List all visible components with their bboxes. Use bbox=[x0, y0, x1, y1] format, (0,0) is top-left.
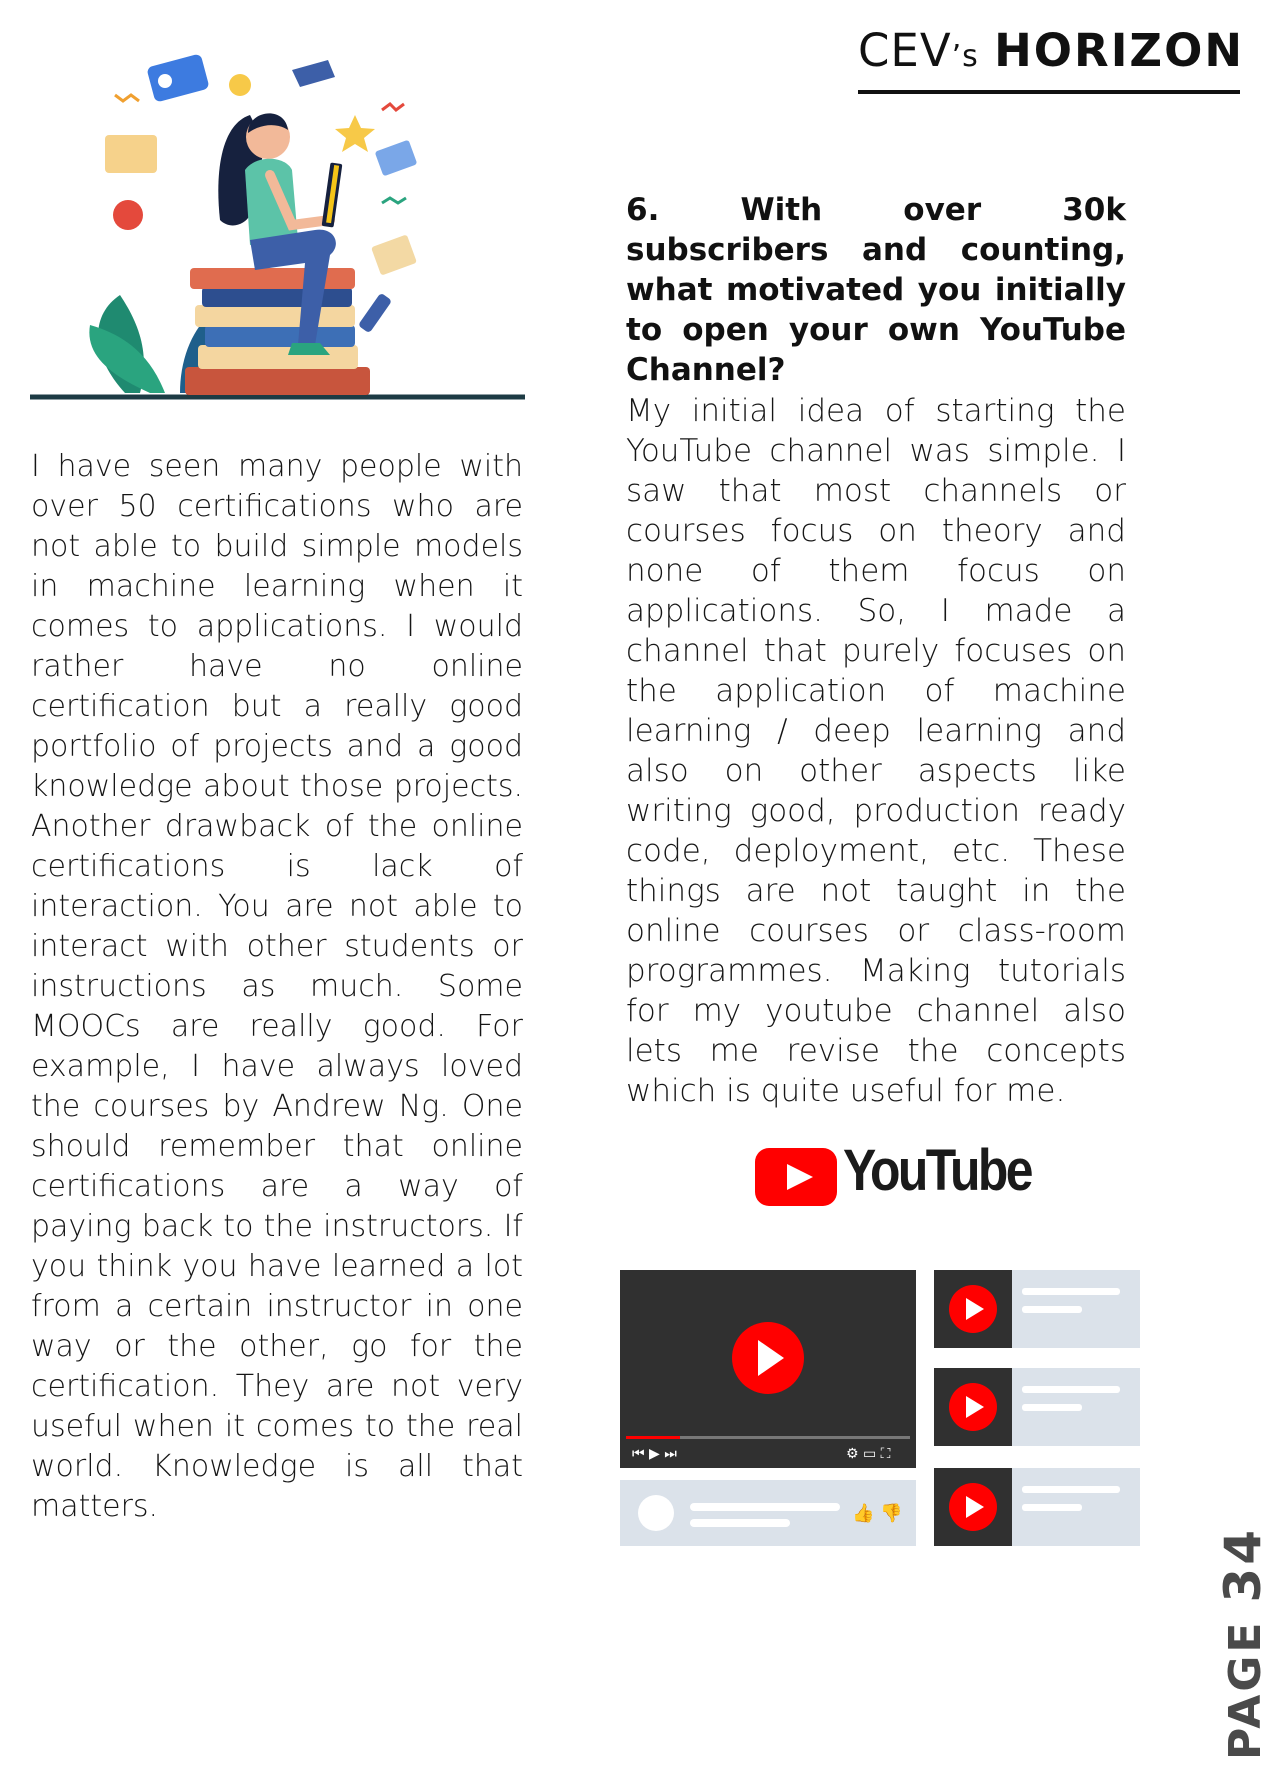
folder-icon bbox=[105, 135, 157, 173]
book-icon bbox=[205, 325, 355, 347]
youtube-wordmark: YouTube bbox=[843, 1138, 1031, 1203]
squiggle-icon bbox=[382, 198, 406, 203]
masthead bbox=[858, 20, 1244, 94]
left-column-paragraph: I have seen many people with over 50 certifications who are not able to build simple models in machine learning when it comes to applications. I would rather have no online certification but a really good portfolio of projects and a good knowledge about those projects. Another drawback of the online certifications is lack of interaction. You are not able to interact with other students or instructions as much. Some MOOCs are really good. For example, I have always loved the courses by Andrew Ng. One should remember that online certifications are a way of paying back to the instructors. If you think you have learned a lot from a certain instructor in one way or the other, go for the certification. They are not very useful when it comes to the real world. Knowledge is all that matters. bbox=[31, 449, 523, 1524]
brand-horizon: HORIZON bbox=[994, 24, 1244, 77]
player-controls-icons: ⏮ ▶ ⏭ bbox=[632, 1446, 677, 1462]
star-icon bbox=[335, 115, 375, 152]
page-label: PAGE bbox=[1220, 1619, 1271, 1760]
id-card-icon bbox=[146, 53, 209, 102]
book-icon bbox=[202, 287, 352, 307]
progress-fill bbox=[626, 1436, 680, 1439]
graduation-cap-icon bbox=[292, 60, 335, 87]
youtube-play-icon bbox=[755, 1148, 837, 1206]
squiggle-icon bbox=[382, 104, 404, 110]
book-icon bbox=[198, 345, 358, 369]
youtube-logo bbox=[755, 1138, 1031, 1207]
book-icon bbox=[185, 367, 370, 395]
diploma-icon bbox=[358, 293, 392, 334]
book-icon bbox=[190, 268, 355, 289]
player-settings-icons: ⚙ ▭ ⛶ bbox=[846, 1446, 891, 1462]
magazine-title bbox=[858, 26, 1244, 76]
comment-line bbox=[690, 1519, 790, 1527]
brand-cev: CEV bbox=[858, 24, 952, 77]
comment-line bbox=[690, 1503, 840, 1511]
page-number bbox=[1214, 1526, 1272, 1760]
interview-answer: My initial idea of starting the YouTube channel was simple. I saw that most channels or courses focus on theory and none of them focus on applications. So, I made a channel that purely focuses on the application of machine learning / deep learning and also on other aspects like writing good, production ready code, deployment, etc. These things are not taught in the online courses or class-room programmes. Making tutorials for my youtube channel also lets me revise the concepts which is quite useful for me. bbox=[626, 393, 1126, 1109]
woman-studying-illustration bbox=[30, 55, 525, 415]
brand-apostrophe-s: ’s bbox=[951, 39, 979, 74]
envelope-icon bbox=[375, 140, 418, 177]
notes-icon bbox=[371, 234, 417, 275]
page-number-value: 34 bbox=[1214, 1526, 1272, 1603]
apple-icon bbox=[113, 200, 143, 230]
book-icon bbox=[195, 305, 355, 327]
comment-avatar bbox=[638, 1495, 674, 1531]
squiggle-icon bbox=[115, 95, 139, 101]
lightbulb-icon bbox=[229, 74, 251, 96]
thumbs-icons: 👍 👎 bbox=[852, 1503, 903, 1524]
interview-question: 6. With over 30k subscribers and counting, what motivated you initially to open your own YouTube Channel? bbox=[626, 192, 1126, 388]
id-card-avatar bbox=[158, 74, 172, 88]
youtube-player-mockup bbox=[620, 1270, 1140, 1560]
